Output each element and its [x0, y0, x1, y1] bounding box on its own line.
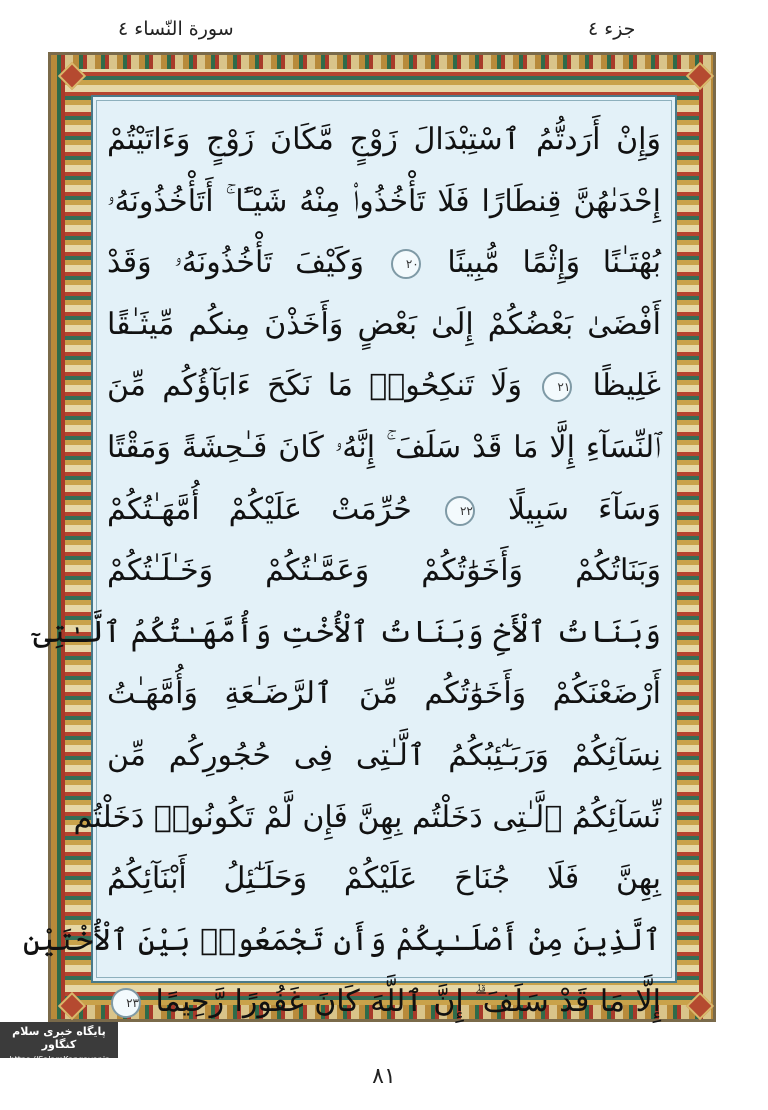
verse-line-1: وَإِنْ أَرَدتُّمُ ٱسْتِبْدَالَ زَوْجٍ مَّكَانَ زَوْجٍ وَءَاتَيْتُمْ	[107, 122, 661, 157]
verse-line-11: نِسَآئِكُمْ وَرَبَـٰٓئِبُكُمُ ٱلَّـٰتِى فِى حُجُورِكُم مِّن	[107, 737, 661, 773]
verse-line-6: ٱلنِّسَآءِ إِلَّا مَا قَدْ سَلَفَ ۚ إِنَّهُۥ كَانَ فَـٰحِشَةً وَمَقْتًا	[107, 429, 661, 465]
ayah-number-marker: ٢١	[542, 372, 572, 402]
juz-label: جزء ٤	[588, 18, 636, 40]
watermark-title: پایگاه خبری سلام کنگاور	[12, 1025, 106, 1051]
ayah-number-marker: ٢٢	[445, 496, 475, 526]
ayah-number-marker: ٢٠	[391, 249, 421, 279]
verse-line-2: إِحْدَىٰهُنَّ قِنطَارًا فَلَا تَأْخُذُوا۟ مِنْهُ شَيْـًٔا ۚ أَتَأْخُذُونَهُۥ	[107, 183, 661, 219]
verse-line-5: غَلِيظًا ٢١ وَلَا تَنكِحُوا۟ مَا نَكَحَ ءَابَآؤُكُم مِّنَ	[107, 368, 661, 404]
text-panel	[22, 95, 677, 1020]
verse-line-9: وَبَنَاتُ ٱلْأَخِ وَبَنَاتُ ٱلْأُخْتِ وَأُمَّهَـٰتُكُمُ ٱلَّـٰتِىٓ	[33, 614, 661, 650]
verse-line-15: إِلَّا مَا قَدْ سَلَفَ ۗ إِنَّ ٱللَّهَ كَانَ غَفُورًا رَّحِيمًا ٢٣	[107, 971, 661, 1033]
verse-line-13: بِهِنَّ فَلَا جُنَاحَ عَلَيْكُمْ وَحَلَـٰٓئِلُ أَبْنَآئِكُمُ	[107, 861, 661, 897]
verse-line-4: أَفْضَىٰ بَعْضُكُمْ إِلَىٰ بَعْضٍ وَأَخَذْنَ مِنكُم مِّيثَـٰقًا	[107, 306, 661, 342]
page-header	[0, 18, 768, 48]
verse-line-3: بُهْتَـٰنًا وَإِثْمًا مُّبِينًا ٢٠ وَكَيْفَ تَأْخُذُونَهُۥ وَقَدْ	[107, 245, 661, 281]
verse-line-14: ٱلَّذِينَ مِنْ أَصْلَـٰبِكُمْ وَأَن تَجْمَعُوا۟ بَيْنَ ٱلْأُخْتَيْنِ	[22, 922, 661, 958]
verse-lines	[22, 109, 661, 1033]
watermark-badge	[0, 1022, 118, 1064]
verse-line-12: نِّسَآئِكُمُ ٱلَّـٰتِى دَخَلْتُم بِهِنَّ فَإِن لَّمْ تَكُونُوا۟ دَخَلْتُم	[73, 799, 661, 835]
corner-ornament-icon	[685, 61, 711, 87]
page-number: ٨١	[372, 1064, 396, 1089]
corner-ornament-icon	[57, 991, 83, 1017]
surah-title: سورة النّساء ٤	[118, 18, 234, 40]
corner-ornament-icon	[685, 991, 711, 1017]
verse-line-10: أَرْضَعْنَكُمْ وَأَخَوَٰتُكُم مِّنَ ٱلرَّضَـٰعَةِ وَأُمَّهَـٰتُ	[107, 676, 661, 712]
watermark-url: https://SalamKangavar.ir	[9, 1055, 109, 1064]
ornamental-frame	[22, 52, 716, 1022]
verse-line-7: وَسَآءَ سَبِيلًا ٢٢ حُرِّمَتْ عَلَيْكُمْ أُمَّهَـٰتُكُمْ	[107, 491, 661, 527]
corner-ornament-icon	[57, 61, 83, 87]
verse-line-8: وَبَنَاتُكُمْ وَأَخَوَٰتُكُمْ وَعَمَّـٰتُكُمْ وَخَـٰلَـٰتُكُمْ	[107, 553, 661, 589]
ayah-number-marker: ٢٣	[111, 988, 141, 1018]
